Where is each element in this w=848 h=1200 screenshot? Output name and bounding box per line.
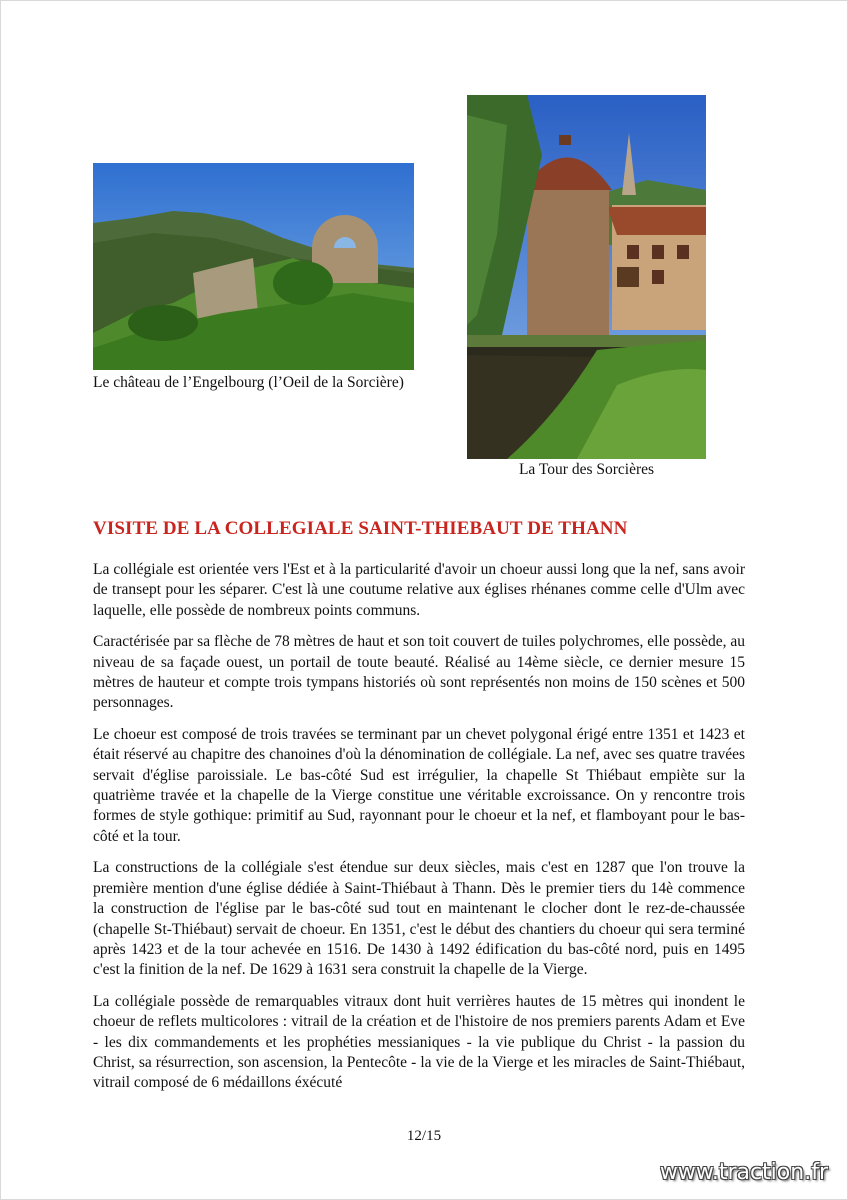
paragraph-3: Le choeur est composé de trois travées se terminant par un chevet polygonal érigé entre 1351 et 1423 et était réservé au chapitre des chanoines d'où la dénomination de collégiale. La nef, avec ses quatre travées servait d'église paroissiale. Le bas-côté Sud est irrégulier, la chapelle St Thiébaut empiète sur la quatrième travée et la chapelle de la Vierge constitue une véritable excroissance. On y rencontre trois formes de style gothique: primitif au Sud, rayonnant pour le choeur et la nef, et flamboyant pour le bas-côté et la tour. <box>93 725 745 845</box>
section-title: VISITE DE LA COLLEGIALE SAINT-THIEBAUT DE THANN <box>93 518 628 539</box>
paragraph-4: La constructions de la collégiale s'est étendue sur deux siècles, mais c'est en 1287 que l'on trouve la première mention d'une église dédiée à Saint-Thiébaut à Thann. Dès le premier tiers du 14è commence la construction de l'église par le bas-côté sud tout en maintenant le clocher dont le rez-de-chaussée (chapelle St-Thiébaut) servait de choeur. En 1351, c'est le début des chantiers du choeur qui sera terminé après 1423 et de la tour achevée en 1516. De 1430 à 1492 édification du bas-côté nord, puis en 1495 c'est la finition de la nef. De 1629 à 1631 sera construit la chapelle de la Vierge. <box>93 859 745 979</box>
watermark: www.traction.fr <box>659 1160 828 1185</box>
page-number: 12/15 <box>406 1128 442 1144</box>
tower-caption: La Tour des Sorcières <box>518 461 655 478</box>
paragraph-1: La collégiale est orientée vers l'Est et à la particularité d'avoir un choeur aussi long que la nef, sans avoir de transept pour les séparer. C'est là une coutume relative aux églises rhénanes comme celle d'Ulm avec laquelle, elle possède de nombreux points communs. <box>93 561 745 619</box>
paragraph-5: La collégiale possède de remarquables vitraux dont huit verrières hautes de 15 mètres qui inondent le choeur de reflets multicolores : vitrail de la création et de l'histoire de nos premiers parents Adam et Eve - les dix commandements et les prophéties messianiques - la vie publique du Christ - la passion du Christ, sa résurrection, son ascension, la Pentecôte - la vie de la Vierge et les miracles de Saint-Thiébaut, vitrail composé de 6 médaillons éxécuté <box>93 992 745 1092</box>
witches-tower-photo <box>467 95 706 459</box>
paragraph-2: Caractérisée par sa flèche de 78 mètres de haut et son toit couvert de tuiles polychromes, elle possède, au niveau de sa façade ouest, un portail de toute beauté. Réalisé au 14ème siècle, ce dernier mesure 15 mètres de hauteur et compte trois tympans historiés où sont représentés non moins de 150 scènes et 500 personnages. <box>93 633 745 712</box>
castle-caption: Le château de l’Engelbourg (l’Oeil de la Sorcière) <box>93 374 404 391</box>
body-text <box>93 560 745 1105</box>
castle-ruin-photo <box>93 163 414 370</box>
